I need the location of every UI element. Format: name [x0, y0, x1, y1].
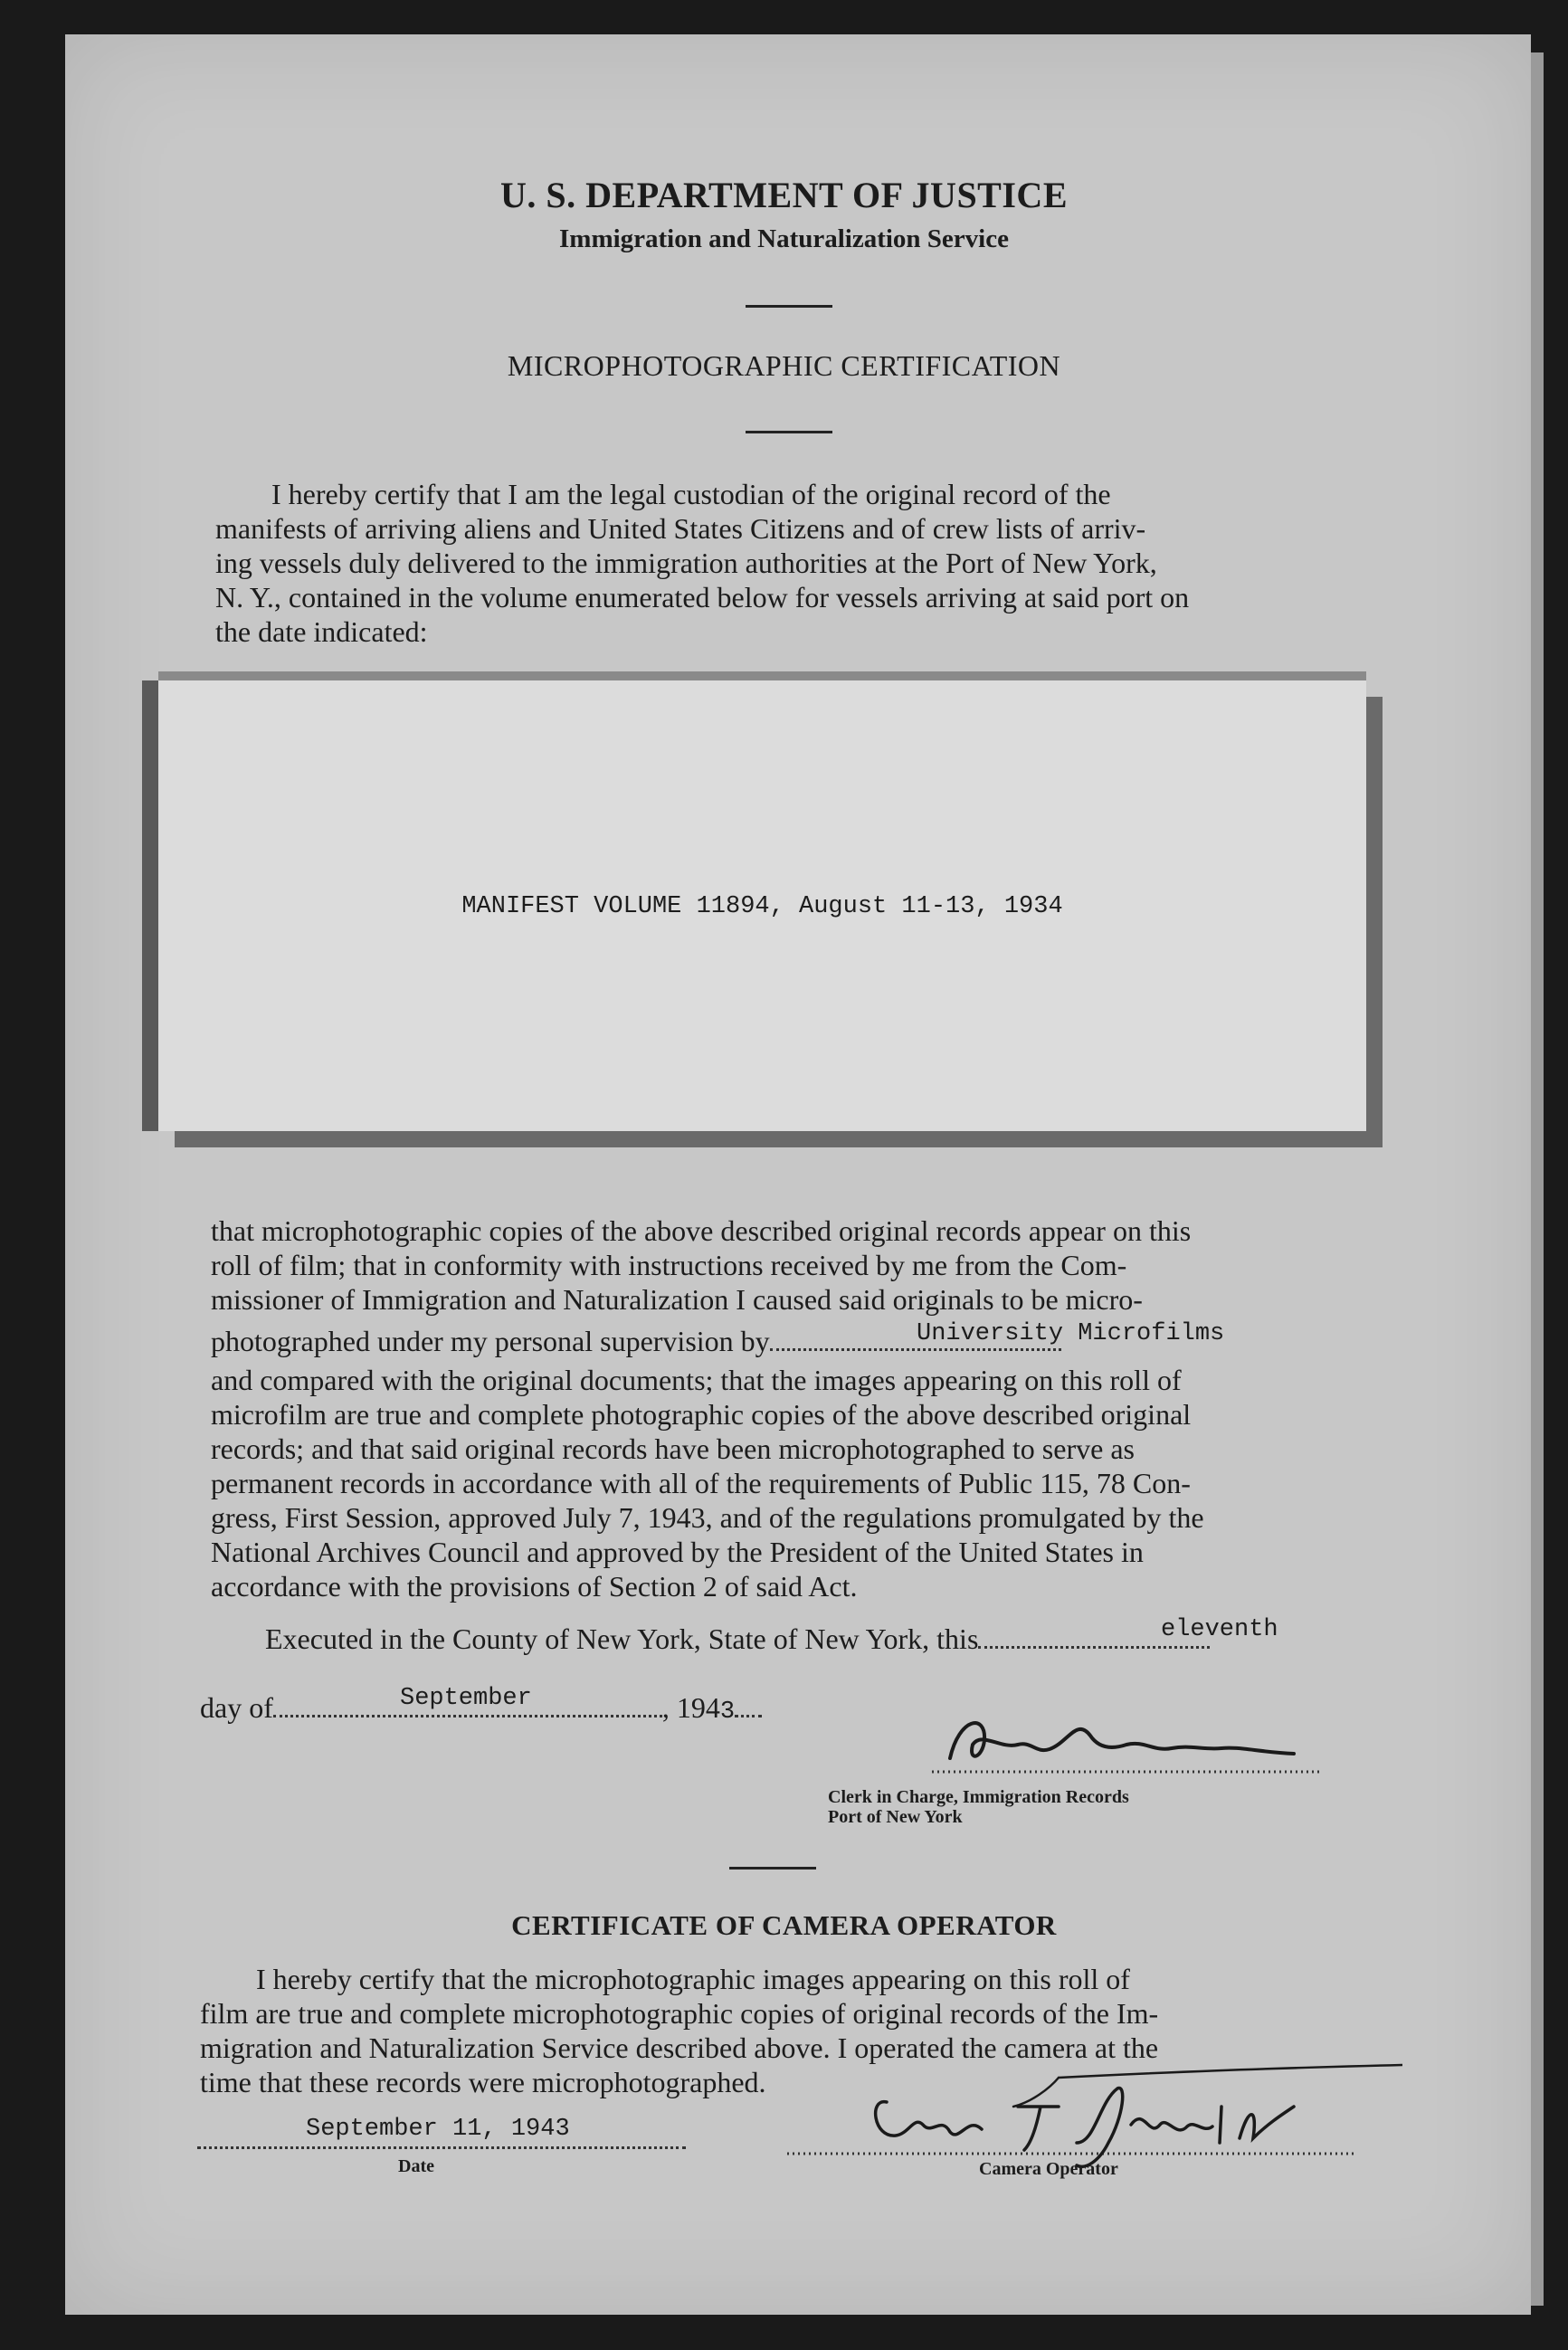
intro-line: ing vessels duly delivered to the immigration authorities at the Port of New York,	[215, 547, 1157, 579]
film-edge	[1531, 52, 1544, 2306]
body-paragraph-cont	[211, 1363, 1355, 1603]
clerk-title-line: Clerk in Charge, Immigration Records	[828, 1787, 1129, 1807]
camera-operator-label: Camera Operator	[979, 2159, 1118, 2179]
body-line: gress, First Session, approved July 7, 1943, and of the regulations promulgated by the	[211, 1501, 1204, 1534]
certification-title: MICROPHOTOGRAPHIC CERTIFICATION	[507, 349, 1061, 382]
camera-line: migration and Naturalization Service described above. I operated the camera at the	[200, 2031, 1159, 2064]
supervisor-name: University Microfilms	[917, 1320, 1225, 1347]
execution-line	[265, 1616, 1278, 1656]
body-line: and compared with the original documents; that the images appearing on this roll of	[211, 1364, 1182, 1396]
service-subheading: Immigration and Naturalization Service	[559, 224, 1009, 253]
supervision-line	[211, 1320, 1355, 1358]
record-card	[158, 680, 1366, 1131]
execution-month: September	[400, 1685, 532, 1712]
supervision-prefix: photographed under my personal supervision by	[211, 1325, 770, 1357]
department-heading: U. S. DEPARTMENT OF JUSTICE	[500, 175, 1068, 215]
divider	[746, 305, 832, 308]
body-line: roll of film; that in conformity with instructions received by me from the Com-	[211, 1249, 1127, 1281]
body-line: missioner of Immigration and Naturalization I caused said originals to be micro-	[211, 1283, 1143, 1316]
divider	[729, 1867, 816, 1870]
intro-line: the date indicated:	[215, 615, 428, 648]
body-line: that microphotographic copies of the above described original records appear on this	[211, 1214, 1192, 1247]
year-prefix: , 194	[661, 1691, 720, 1724]
day-of-label: day of	[200, 1691, 273, 1724]
camera-line: time that these records were microphotographed.	[200, 2066, 766, 2098]
intro-line: N. Y., contained in the volume enumerated below for vessels arriving at said port on	[215, 581, 1190, 614]
body-line: National Archives Council and approved by the President of the United States in	[211, 1536, 1144, 1568]
camera-line: I hereby certify that the microphotographic images appearing on this roll of	[256, 1963, 1130, 1995]
execution-day: eleventh	[1161, 1616, 1278, 1643]
body-line: accordance with the provisions of Section 2 of said Act.	[211, 1570, 858, 1603]
camera-date: September 11, 1943	[306, 2116, 570, 2143]
camera-line: film are true and complete microphotographic copies of original records of the Im-	[200, 1997, 1159, 2030]
body-paragraph	[211, 1213, 1355, 1317]
day-of-line	[200, 1685, 762, 1729]
body-line: records; and that said original records have been microphotographed to serve as	[211, 1432, 1135, 1465]
clerk-title	[828, 1787, 1129, 1827]
clerk-title-line: Port of New York	[828, 1807, 963, 1827]
manifest-volume-label: MANIFEST VOLUME 11894, August 11-13, 1934	[461, 893, 1063, 920]
year-digit: 3	[719, 1698, 736, 1726]
body-line: microfilm are true and complete photographic copies of the above described original	[211, 1398, 1192, 1431]
divider	[746, 431, 832, 433]
intro-paragraph	[215, 477, 1362, 649]
clerk-signature	[932, 1708, 1321, 1781]
intro-line: I hereby certify that I am the legal custodian of the original record of the	[271, 478, 1111, 510]
execution-prefix: Executed in the County of New York, State of New York, this	[265, 1622, 979, 1655]
intro-line: manifests of arriving aliens and United States Citizens and of crew lists of arriv-	[215, 512, 1146, 545]
camera-certificate-title: CERTIFICATE OF CAMERA OPERATOR	[511, 1909, 1057, 1941]
operator-signature	[787, 2052, 1402, 2170]
date-label: Date	[398, 2156, 434, 2176]
date-field	[197, 2116, 686, 2149]
body-line: permanent records in accordance with all of the requirements of Public 115, 78 Con-	[211, 1467, 1191, 1499]
